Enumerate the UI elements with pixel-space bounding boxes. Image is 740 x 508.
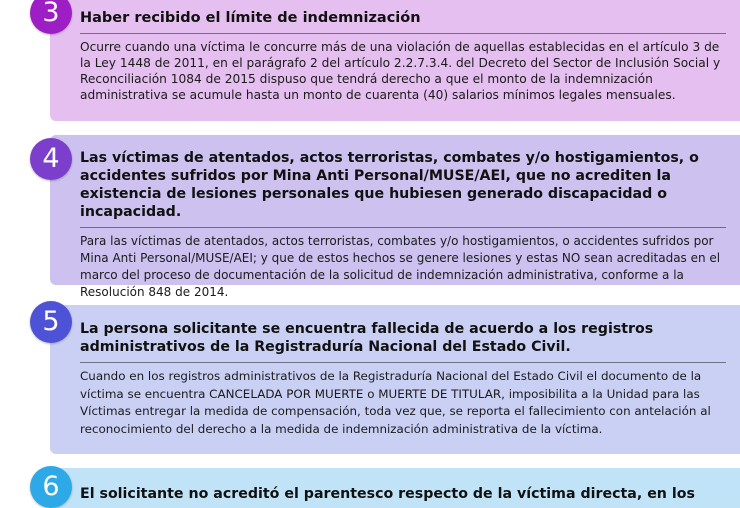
number-badge-5: 5	[30, 301, 72, 343]
section-body: Para las víctimas de atentados, actos terroristas, combates y/o hostigamientos, o accidentes sufridos por Mina Anti Personal/MUSE/AEI; y que de estos hechos se genere lesiones y estas NO sean acreditadas en el marco del proceso de documentación de la solicitud de indemnización administrativa, conforme a la Resolución 848 de 2014.	[80, 234, 721, 299]
number-badge-4: 4	[30, 138, 72, 180]
section-title: Haber recibido el límite de indemnización	[80, 10, 421, 26]
section-card-3	[50, 0, 740, 121]
section-title: El solicitante no acreditó el parentesco respecto de la víctima directa, en los	[80, 486, 695, 502]
section-card-5	[50, 305, 740, 454]
divider	[80, 227, 726, 228]
section-body: Ocurre cuando una víctima le concurre más de una violación de aquellas establecidas en el artículo 3 de la Ley 1448 de 2011, en el parágrafo 2 del artículo 2.2.7.3.4. del Decreto del Sector de Inclusión Social y Reconciliación 1084 de 2015 dispuso que tendrá derecho a que el monto de la indemnización administrativa se acumule hasta un monto de cuarenta (40) salarios mínimos legales mensuales.	[80, 40, 721, 102]
section-body: Cuando en los registros administrativos de la Registraduría Nacional del Estado Civil el documento de la víctima se encuentra CANCELADA POR MUERTE o MUERTE DE TITULAR, imposibilita a la Unidad para las Víctimas entregar la medida de compensación, toda vez que, se reporta el fallecimiento con antelación al reconocimiento del derecho a la medida de indemnización administrativa de la víctima.	[80, 369, 711, 436]
divider	[80, 33, 726, 34]
section-title: La persona solicitante se encuentra fallecida de acuerdo a los registros administrativos de la Registraduría Nacional del Estado Civil.	[80, 321, 654, 355]
section-card-4	[50, 135, 740, 299]
number-badge-3: 3	[30, 0, 72, 34]
section-card-6	[50, 468, 740, 508]
number-badge-6: 6	[30, 466, 72, 508]
divider	[80, 362, 726, 363]
section-title: Las víctimas de atentados, actos terroristas, combates y/o hostigamientos, o accidentes sufridos por Mina Anti Personal/MUSE/AEI, que no acrediten la existencia de lesiones personales que hubiesen generado discapacidad o incapacidad.	[80, 150, 699, 220]
